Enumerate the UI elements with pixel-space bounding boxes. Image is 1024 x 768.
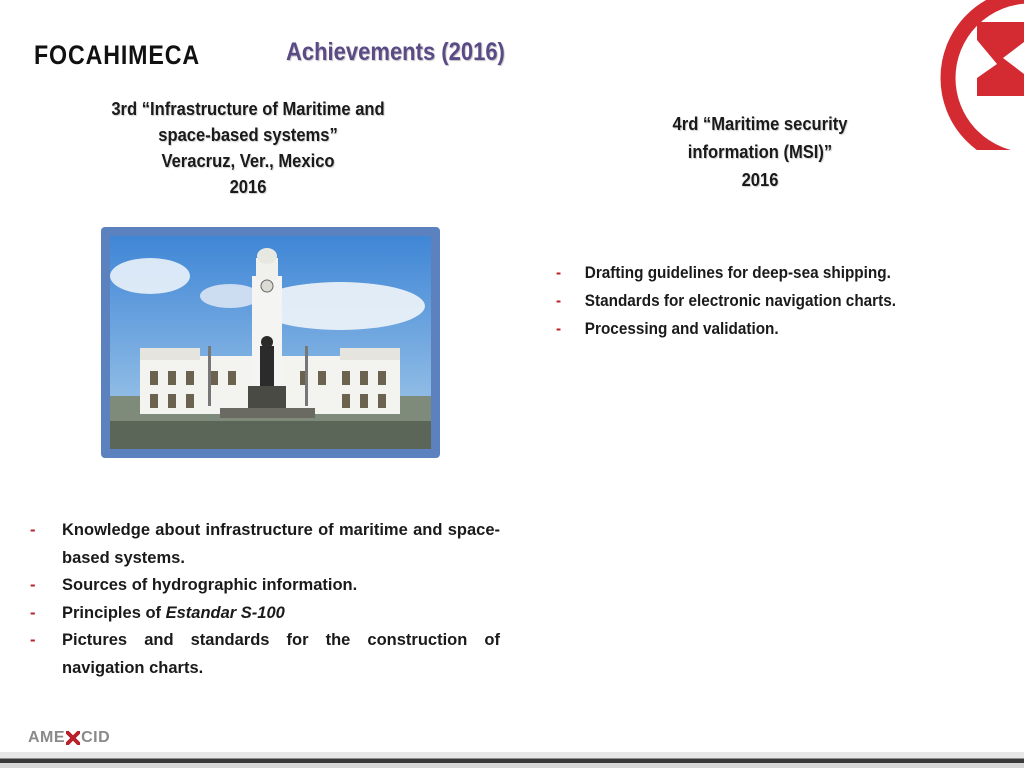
amexcid-x-icon <box>66 731 80 745</box>
list-item-text: Sources of hydrographic information. <box>62 576 358 594</box>
footer-logo-right: CID <box>81 729 111 746</box>
list-item <box>556 287 952 315</box>
list-item-italic: Estandar S-100 <box>165 603 285 622</box>
left-event-heading <box>93 96 402 200</box>
semar-logo-icon <box>935 0 1024 150</box>
bullet-marker: - <box>30 631 36 649</box>
list-item-text: Drafting guidelines for deep-sea shipping. <box>584 263 891 282</box>
bullet-marker: - <box>556 291 562 310</box>
list-item <box>30 600 500 628</box>
list-item-text: Pictures and standards for the construction of navigation charts. <box>62 631 500 677</box>
list-item-text: Standards for electronic navigation charts. <box>584 291 896 310</box>
left-heading-line: Veracruz, Ver., Mexico <box>161 151 335 171</box>
bullet-marker: - <box>556 263 562 282</box>
list-item <box>30 517 500 572</box>
right-bullet-list <box>556 259 996 343</box>
right-heading-line: 4rd “Maritime security <box>672 114 848 134</box>
right-heading-line: information (MSI)” <box>687 142 833 162</box>
footer-bar <box>0 752 1024 768</box>
veracruz-photo-frame <box>101 227 440 458</box>
list-item-text: Processing and validation. <box>584 319 779 338</box>
list-item <box>30 627 500 682</box>
amexcid-logo-icon <box>28 729 110 747</box>
list-item-text: Knowledge about infrastructure of maritime and space-based systems. <box>62 521 500 567</box>
left-heading-line: space-based systems” <box>158 125 338 145</box>
list-item <box>556 259 952 287</box>
list-item <box>556 315 952 343</box>
list-item <box>30 572 500 600</box>
list-item-text: Principles of <box>62 603 166 622</box>
bullet-marker: - <box>30 576 36 594</box>
page-title: Achievements (2016) <box>286 38 505 66</box>
bullet-marker: - <box>556 319 562 338</box>
brand-name: FOCAHIMECA <box>34 40 200 70</box>
left-heading-line: 2016 <box>229 177 267 197</box>
bullet-marker: - <box>30 521 36 539</box>
footer-logo-left: AME <box>28 729 66 746</box>
veracruz-lighthouse-building-photo-icon <box>110 236 431 449</box>
bullet-marker: - <box>30 603 36 622</box>
left-bullet-list <box>30 517 500 682</box>
right-heading-line: 2016 <box>741 170 779 190</box>
left-heading-line: 3rd “Infrastructure of Maritime and <box>111 99 385 119</box>
right-event-heading <box>613 110 907 194</box>
